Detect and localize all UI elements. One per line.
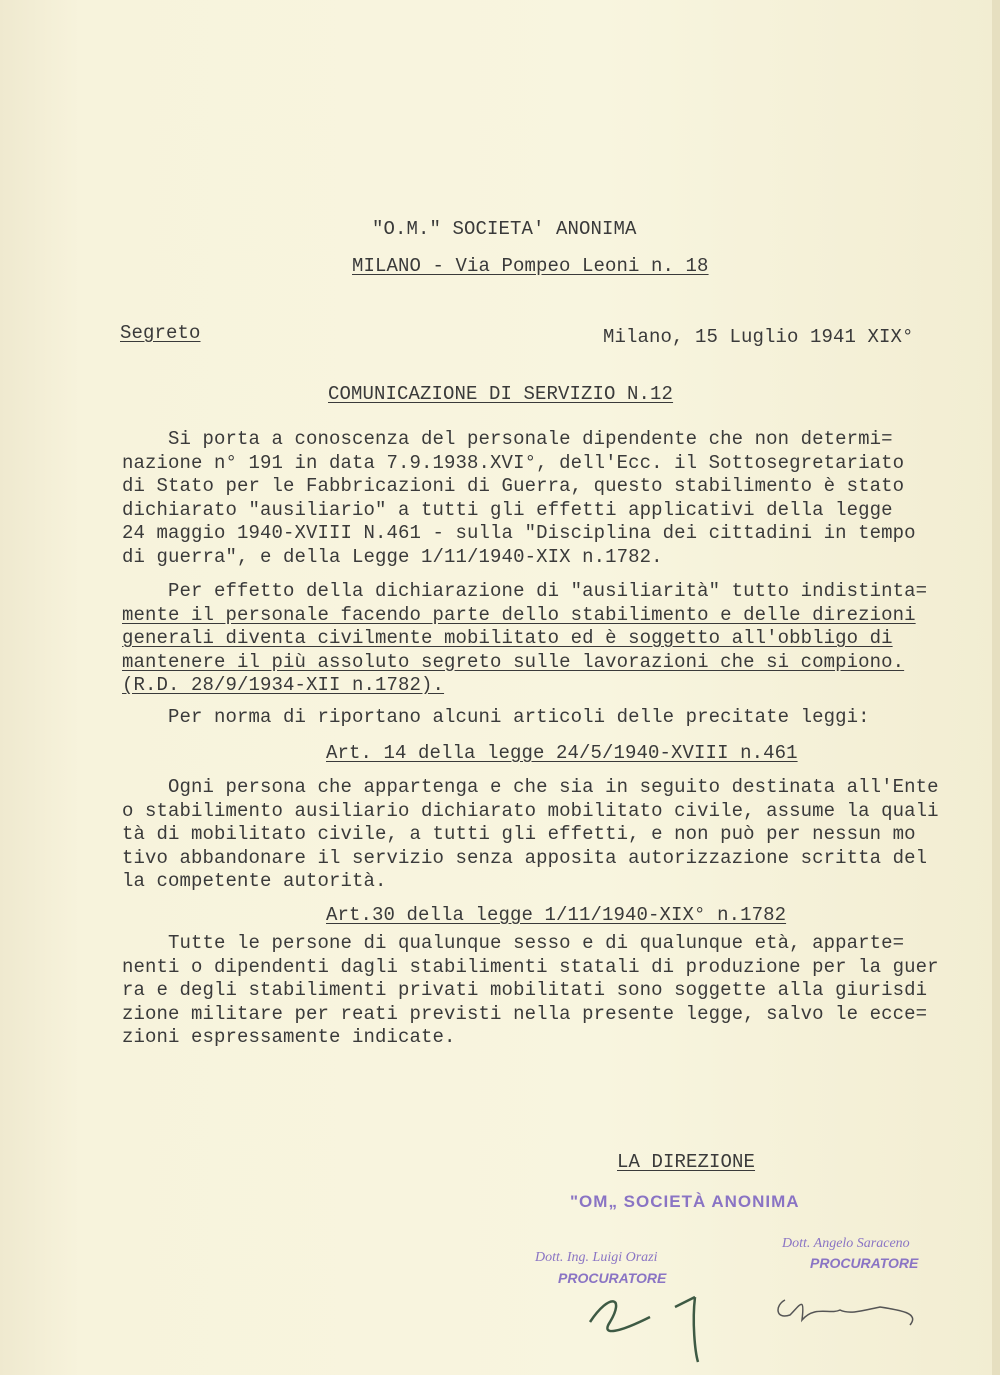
text-line: generali diventa civilmente mobilitato ed è soggetto all'obbligo di [122, 627, 893, 649]
text-line: o stabilimento ausiliario dichiarato mobilitato civile, assume la quali [122, 799, 939, 822]
text-line: di guerra", e della Legge 1/11/1940-XIX n.1782. [122, 545, 663, 568]
text-line: 24 maggio 1940-XVIII N.461 - sulla "Disciplina dei cittadini in tempo [122, 522, 916, 544]
text-line: nenti o dipendenti dagli stabilimenti statali di produzione per la guer [122, 955, 939, 978]
signature-1-mark [675, 1297, 698, 1362]
signer-2-role: PROCURATORE [810, 1255, 919, 1271]
paper-edge [992, 0, 1000, 1375]
text-line: dichiarato "ausiliario" a tutti gli effetti applicativi della legge [122, 498, 893, 521]
text-line: di Stato per le Fabbricazioni di Guerra, questo stabilimento è stato [122, 475, 905, 497]
company-address: MILANO - Via Pompeo Leoni n. 18 [352, 255, 709, 277]
text-line: Si porta a conoscenza del personale dipendente che non determi= [122, 428, 893, 450]
direction-label: LA DIREZIONE [617, 1151, 756, 1173]
handwritten-signatures [580, 1292, 960, 1372]
company-header: "O.M." SOCIETA' ANONIMA [372, 218, 637, 240]
document-date: Milano, 15 Luglio 1941 XIX° [603, 326, 914, 348]
text-line: zioni espressamente indicate. [122, 1026, 456, 1048]
signature-2-stroke [778, 1300, 913, 1325]
classification-label: Segreto [120, 322, 201, 344]
signer-1-name: Dott. Ing. Luigi Orazi [535, 1250, 658, 1265]
article-14-heading: Art. 14 della legge 24/5/1940-XVIII n.461 [326, 742, 798, 764]
paragraph-2 [122, 580, 927, 698]
article-30-heading: Art.30 della legge 1/11/1940-XIX° n.1782 [326, 904, 787, 926]
company-stamp: "OM„ SOCIETÀ ANONIMA [570, 1192, 800, 1211]
article-14-text [122, 776, 939, 894]
text-line: (R.D. 28/9/1934-XII n.1782). [122, 674, 445, 696]
text-line: mente il personale facendo parte dello stabilimento e delle direzioni [122, 603, 916, 626]
signer-1-role: PROCURATORE [558, 1270, 667, 1286]
text-line: la competente autorità. [122, 870, 387, 892]
paragraph-1 [122, 428, 916, 569]
text-line: tà di mobilitato civile, a tutti gli effetti, e non può per nessun mo [122, 823, 916, 845]
text-line: mantenere il più assoluto segreto sulle lavorazioni che si compiono. [122, 650, 905, 673]
signature-1-stroke [590, 1301, 650, 1331]
text-line: tivo abbandonare il servizio senza apposita autorizzazione scritta del [122, 846, 928, 869]
article-30-text [122, 932, 939, 1050]
text-line: Per effetto della dichiarazione di "ausiliarità" tutto indistinta= [122, 580, 928, 602]
signer-2-name: Dott. Angelo Saraceno [782, 1236, 910, 1251]
text-line: Ogni persona che appartenga e che sia in seguito destinata all'Ente [122, 776, 939, 798]
text-line: ra e degli stabilimenti privati mobilitati sono soggette alla giurisdi [122, 979, 928, 1001]
text-line: nazione n° 191 in data 7.9.1938.XVI°, dell'Ecc. il Sottosegretariato [122, 451, 905, 474]
paragraph-3: Per norma di riportano alcuni articoli delle precitate leggi: [122, 706, 870, 728]
text-line: Tutte le persone di qualunque sesso e di qualunque età, apparte= [122, 932, 905, 954]
document-title: COMUNICAZIONE DI SERVIZIO N.12 [328, 383, 674, 405]
text-line: zione militare per reati previsti nella presente legge, salvo le ecce= [122, 1002, 928, 1025]
